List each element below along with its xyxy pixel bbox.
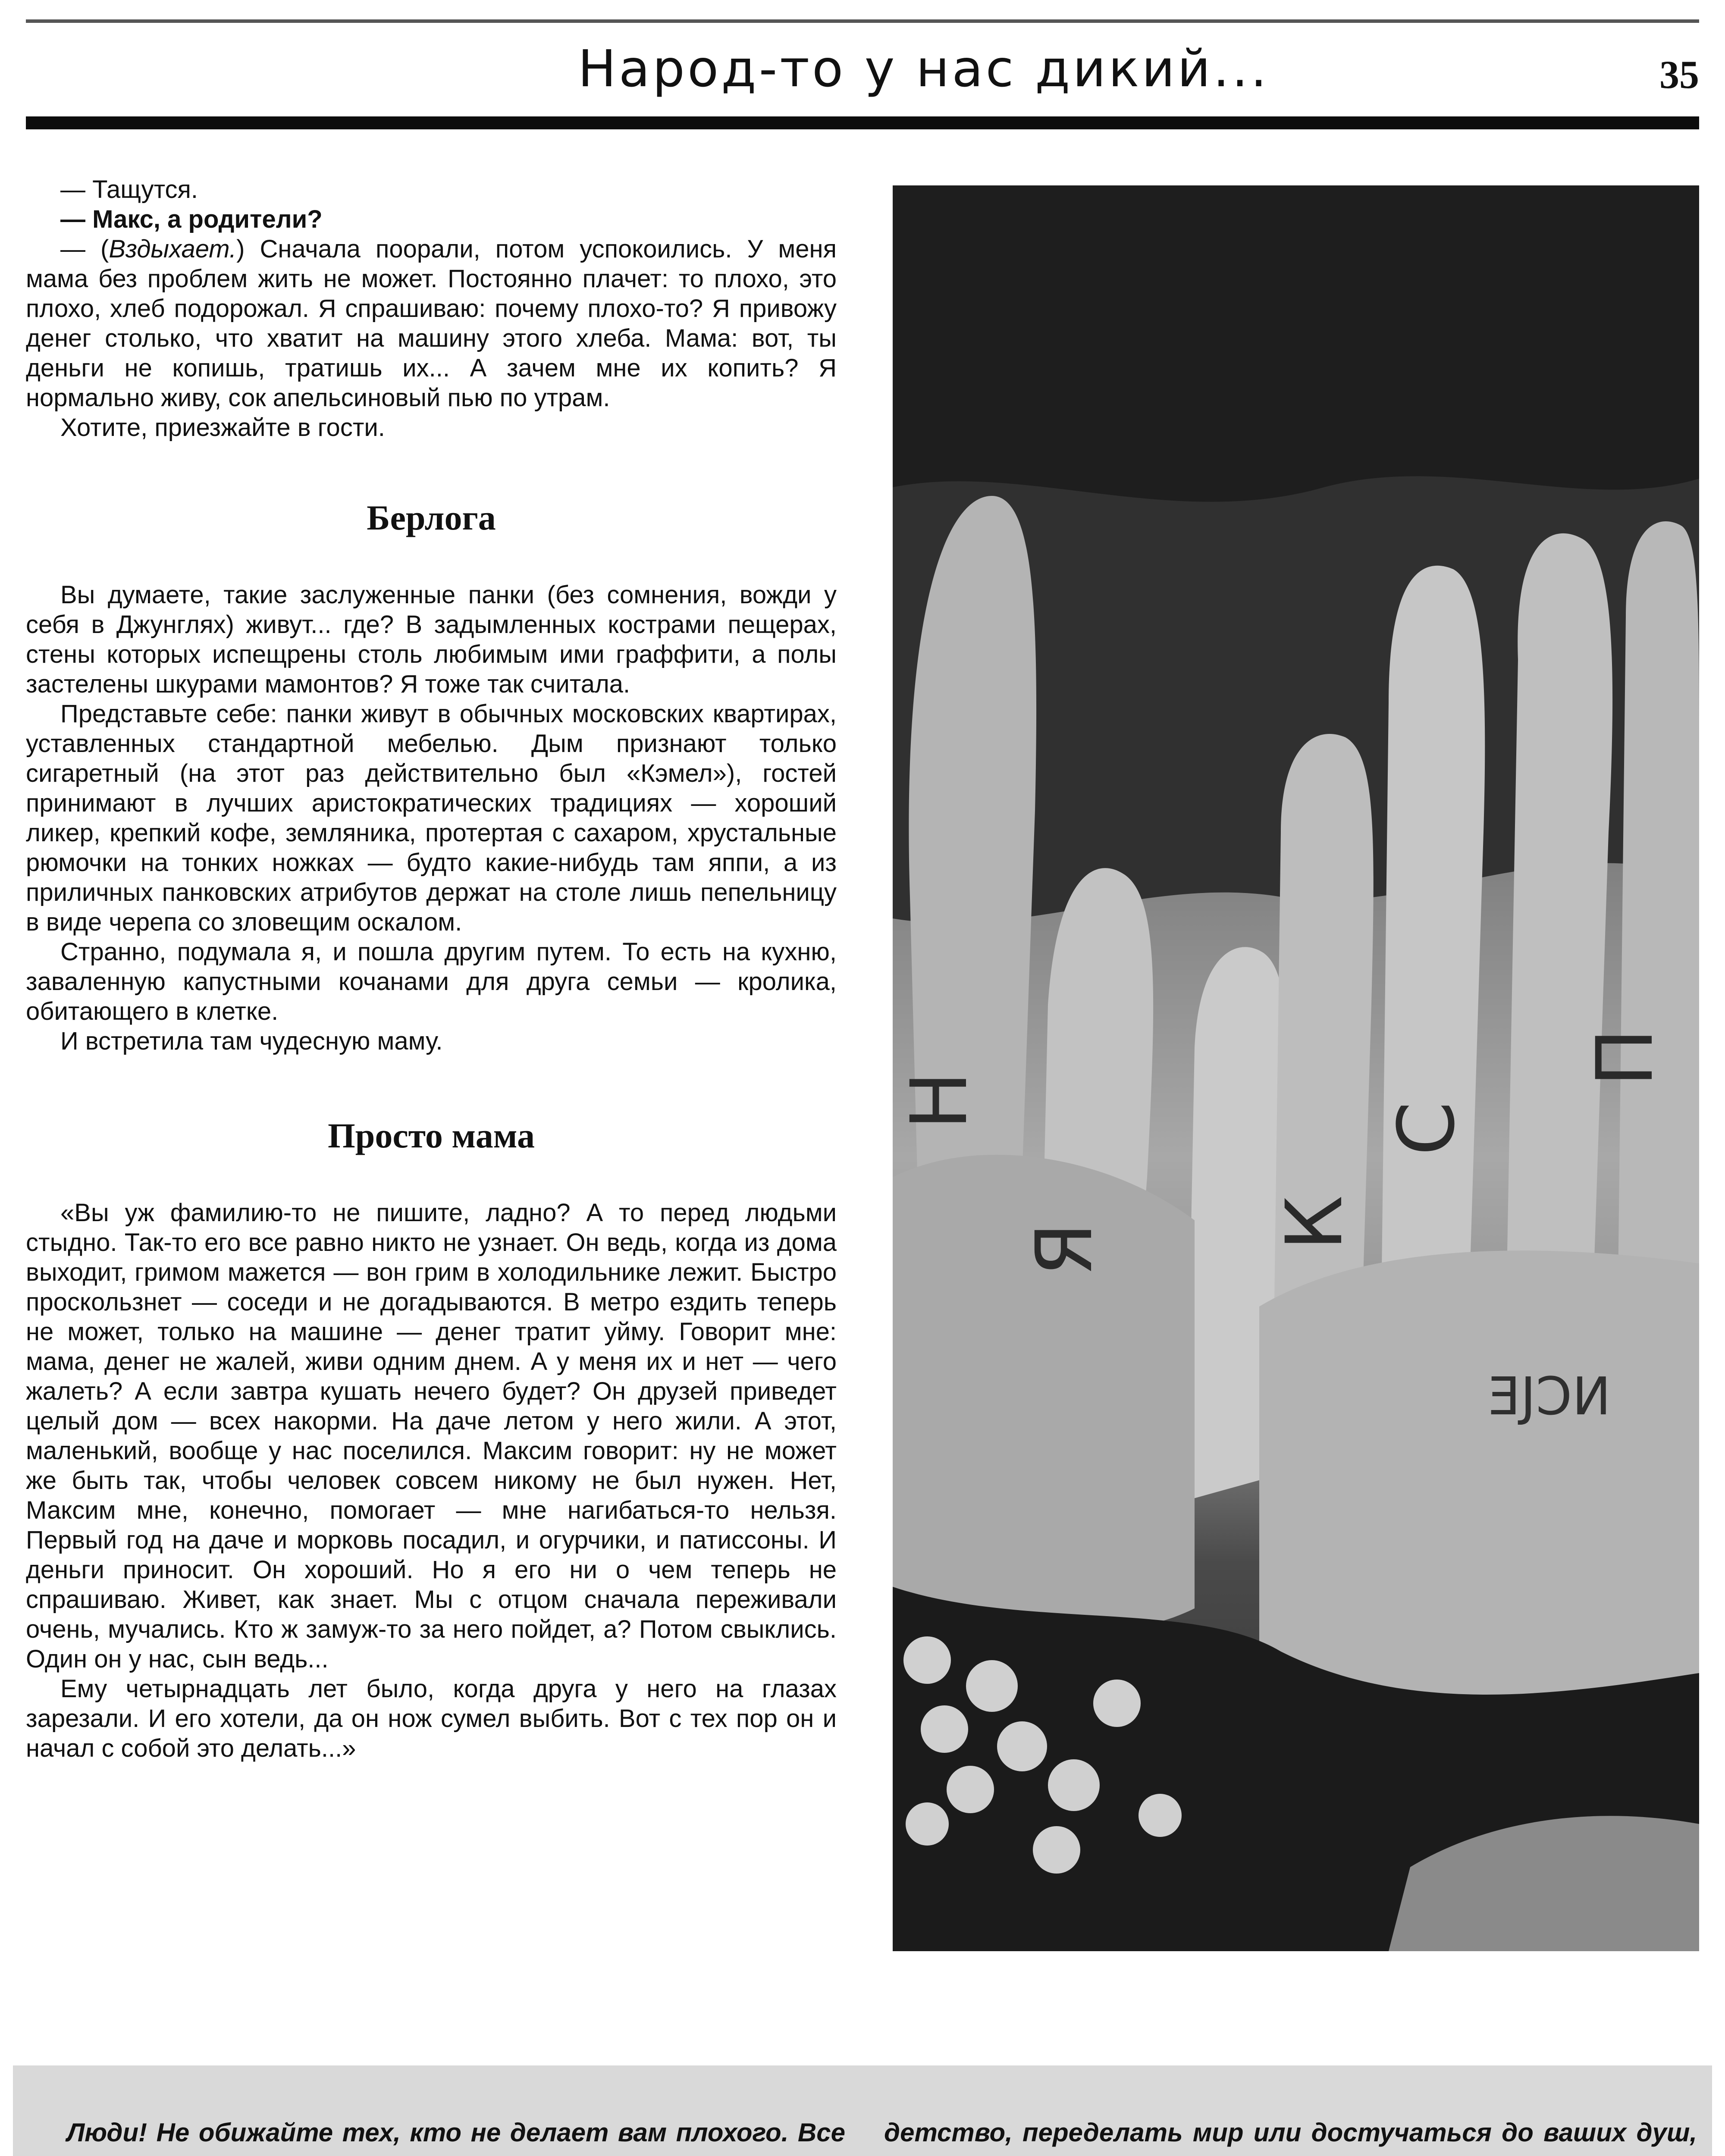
answer-action: Вздыхает. [109, 235, 237, 263]
berloga-paragraph: Вы думаете, такие заслуженные панки (без сомнения, вожди у себя в Джунглях) живут... где? В задымленных кострами пещерах, стены которых испещрены столь любимым ими граффити, а полы застелены шкурами мамонтов? Я тоже так считала. [26, 581, 837, 698]
callout-right-column [884, 2111, 1697, 2156]
finger-letter: Н [894, 1071, 985, 1130]
interview-invite: Хотите, приезжайте в гости. [60, 414, 385, 442]
section-heading-mama: Просто мама [327, 1116, 535, 1155]
finger-letter: К [1270, 1195, 1360, 1250]
callout-text: Люди! Не обижайте тех, кто не делает вам плохого. Все [67, 2118, 845, 2147]
header-rule [26, 116, 1699, 129]
page-header-title: Народ-то у нас дикий... [578, 39, 1270, 98]
berloga-paragraph: И встретила там чудесную маму. [60, 1027, 443, 1055]
callout-left-column [32, 2111, 845, 2156]
photo-tattooed-hands [893, 185, 1699, 1951]
answer-text: ) Сначала поорали, потом успокоились. У меня мама без проблем жить не может. Постоянно плачет: то плохо, это плохо, хлеб подорожал. Я спрашиваю: почему плохо-то? Я привожу денег столько, что хватит на машину этого хлеба. Мама: вот, ты деньги не копишь, тратишь их... А зачем мне их копить? Я нормально живу, сок апельсиновый пью по утрам. [26, 235, 837, 412]
interview-answer [26, 234, 837, 413]
answer-dash: — ( [60, 235, 109, 263]
mama-paragraph: Ему четырнадцать лет было, когда друга у него на глазах зарезали. И его хотели, да он нож сумел выбить. Вот с тех пор он и начал с собой это делать...» [26, 1675, 837, 1762]
closing-callout-box [13, 2065, 1712, 2156]
interview-line: — Тащутся. [60, 175, 198, 204]
wrist-tattoo-text: ƎJϽИ [1488, 1367, 1611, 1427]
berloga-paragraph: Странно, подумала я, и пошла другим путем. То есть на кухню, заваленную капустными кочанами для друга семьи — кролика, обитающего в клетке. [26, 938, 837, 1025]
question-text: — Макс, а родители? [60, 205, 323, 233]
page-number: 35 [1659, 53, 1699, 97]
finger-letter: П [1580, 1028, 1670, 1087]
photo-illustration [893, 185, 1699, 1951]
berloga-paragraph: Представьте себе: панки живут в обычных московских квартирах, уставленных стандартной мебелью. Дым признают только сигаретный (на этот раз действительно был «Кэмел»), гостей принимают в лучших аристократических традициях — хороший ликер, крепкий кофе, земляника, протертая с сахаром, хрустальные рюмочки на тонких ножках — будто какие-нибудь там яппи, а из приличных панковских атрибутов держат на столе лишь пепельницу в виде черепа со зловещим оскалом. [26, 700, 837, 936]
top-rule [26, 19, 1699, 23]
finger-letter: Я [1019, 1222, 1110, 1276]
mama-paragraph: «Вы уж фамилию-то не пишите, ладно? А то перед людьми стыдно. Так-то его все равно никто не узнает. Он ведь, когда из дома выходит, гримом мажется — вон грим в холодильнике лежит. Быстро проскользнет — соседи и не догадываются. В метро ездить теперь не может, только на машине — денег тратит уйму. Говорит мне: мама, денег не жалей, живи одним днем. А у меня их и нет — чего жалеть? А если завтра кушать нечего будет? Он друзей приведет целый дом — всех накорми. На даче летом у него жили. А этот, маленький, вообще у нас поселился. Максим говорит: ну не может же быть так, чтобы человек совсем никому не был нужен. Нет, Максим мне, конечно, помогает — мне нагибаться-то нельзя. Первый год на даче и морковь посадил, и огурчики, и патиссоны. И деньги приносит. Он хороший. Но я его ни о чем теперь не спрашиваю. Живет, как знает. Мы с отцом сначала переживали очень, мучались. Кто ж замуж-то за него пойдет, а? Потом свыклись. Один он у нас, сын ведь... [26, 1199, 837, 1673]
callout-text: детство, переделать мир или достучаться до ваших душ, [884, 2118, 1697, 2147]
section-heading-berloga: Берлога [367, 498, 496, 537]
finger-letter: С [1382, 1101, 1472, 1156]
interview-question [26, 204, 837, 234]
article-text-column [26, 175, 837, 1763]
